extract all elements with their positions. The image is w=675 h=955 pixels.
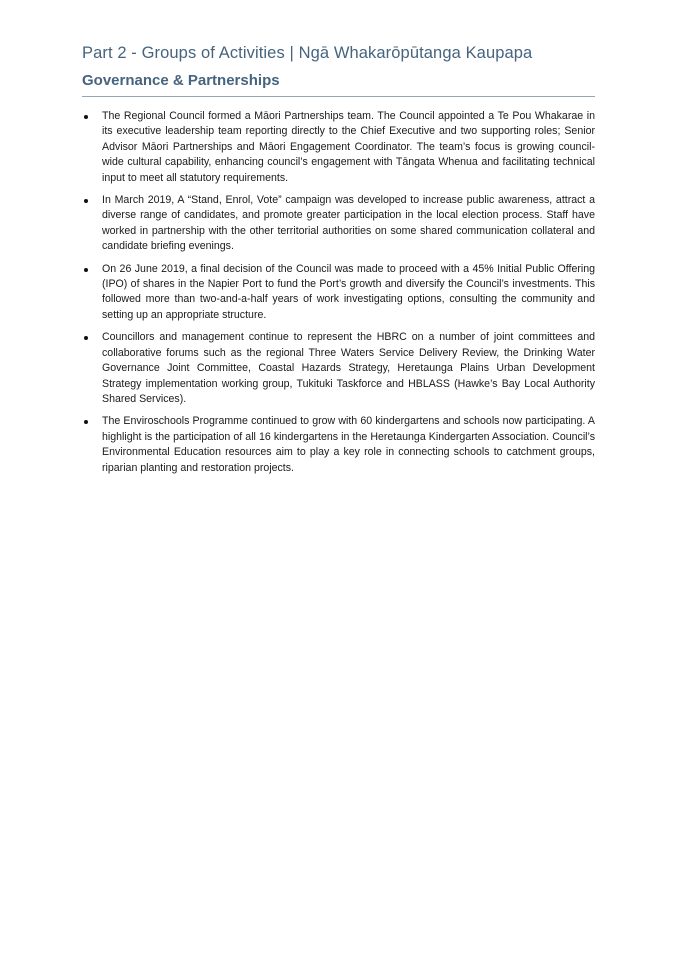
bullet-icon bbox=[84, 115, 88, 119]
bullet-item bbox=[82, 262, 595, 324]
bullet-icon bbox=[84, 336, 88, 340]
bullet-icon bbox=[84, 268, 88, 272]
bullet-item bbox=[82, 330, 595, 407]
bullet-text: On 26 June 2019, a final decision of the Council was made to proceed with a 45% Initial Public Offering (IPO) of shares in the Napier Port to fund the Port’s growth and diversify the Council’s investments. This followed more than two-and-a-half years of work investigating options, consulting the community and setting up an appropriate structure. bbox=[102, 262, 595, 321]
bullet-item bbox=[82, 193, 595, 255]
bullet-icon bbox=[84, 199, 88, 203]
section-divider bbox=[82, 96, 595, 97]
part-title: Part 2 - Groups of Activities | Ngā Whakarōpūtanga Kaupapa bbox=[82, 44, 533, 62]
section-title: Governance & Partnerships bbox=[82, 72, 280, 89]
bullet-item bbox=[82, 109, 595, 186]
bullet-text: The Enviroschools Programme continued to grow with 60 kindergartens and schools now participating. A highlight is the participation of all 16 kindergartens in the Heretaunga Kindergarten Association. Council’s Environmental Education resources aim to play a key role in connecting schools to catchment groups, riparian planting and restoration projects. bbox=[102, 415, 595, 474]
bullet-text: In March 2019, A “Stand, Enrol, Vote” campaign was developed to increase public awareness, attract a diverse range of candidates, and promote greater participation in the local election process. Staff have worked in partnership with the other territorial authorities on some shared communication collateral and candidate briefing evenings. bbox=[102, 194, 595, 253]
bullet-text: The Regional Council formed a Māori Partnerships team. The Council appointed a Te Pou Whakarae in its executive leadership team reporting directly to the Chief Executive and two supporting roles; Senior Advisor Māori Partnerships and Māori Engagement Coordinator. The team’s focus is growing council-wide cultural capability, enhancing council’s engagement with Tāngata Whenua and facilitating technical input to meet all statutory requirements. bbox=[102, 110, 595, 184]
bullet-text: Councillors and management continue to represent the HBRC on a number of joint committees and collaborative forums such as the regional Three Waters Service Delivery Review, the Drinking Water Governance Joint Committee, Coastal Hazards Strategy, Heretaunga Plains Urban Development Strategy implementation working group, Tukituki Taskforce and HBLASS (Hawke’s Bay Local Authority Shared Services). bbox=[102, 331, 595, 405]
bullet-list bbox=[82, 109, 595, 483]
bullet-icon bbox=[84, 420, 88, 424]
bullet-item bbox=[82, 414, 595, 476]
